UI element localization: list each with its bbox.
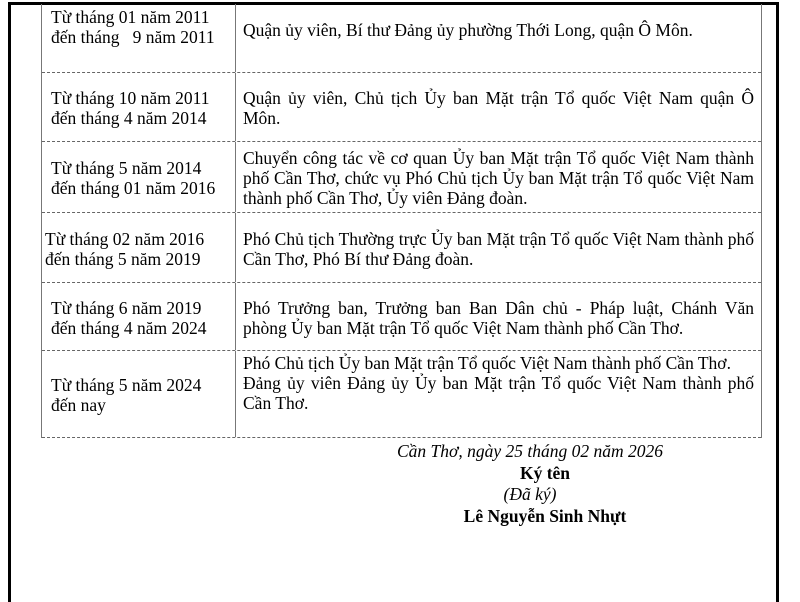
period-cell xyxy=(42,351,236,437)
period-text: Từ tháng 01 năm 2011 đến tháng 9 năm 2011 xyxy=(51,7,215,47)
work-history-table xyxy=(41,4,762,438)
period-text: Từ tháng 5 năm 2024 đến nay xyxy=(51,375,202,415)
period-text: Từ tháng 10 năm 2011 đến tháng 4 năm 2014 xyxy=(51,88,210,128)
position-cell xyxy=(236,283,761,350)
position-text: Phó Chủ tịch Ủy ban Mặt trận Tổ quốc Việt Nam thành phố Cần Thơ. xyxy=(243,353,731,373)
period-cell xyxy=(42,4,236,72)
position-cell xyxy=(236,4,761,72)
position-cell xyxy=(236,213,761,282)
signed-note: (Đã ký) xyxy=(503,484,557,504)
position-cell xyxy=(236,73,761,141)
period-text: Từ tháng 02 năm 2016 đến tháng 5 năm 2019 xyxy=(45,228,205,269)
period-text: Từ tháng 6 năm 2019 đến tháng 4 năm 2024 xyxy=(51,297,207,338)
signature-title: Ký tên xyxy=(519,463,571,483)
period-cell xyxy=(42,213,236,282)
table-row xyxy=(42,73,761,142)
position-text: Phó Trưởng ban, Trưởng ban Ban Dân chủ - Pháp luật, Chánh Văn phòng Ủy ban Mặt trận Tổ quốc Việt Nam thành phố Cần Thơ. xyxy=(243,297,754,338)
table-row xyxy=(42,213,761,283)
position-text: Quận ủy viên, Bí thư Đảng ủy phường Thới Long, quận Ô Môn. xyxy=(243,20,693,40)
signer-name: Lê Nguyễn Sinh Nhựt xyxy=(463,506,627,526)
table-row xyxy=(42,351,761,438)
position-text: Quận ủy viên, Chủ tịch Ủy ban Mặt trận Tổ quốc Việt Nam quận Ô Môn. xyxy=(243,88,754,128)
period-cell xyxy=(42,73,236,141)
position-cell xyxy=(236,351,761,437)
position-text: Đảng ủy viên Đảng ủy Ủy ban Mặt trận Tổ quốc Việt Nam thành phố Cần Thơ. xyxy=(243,373,754,413)
period-cell xyxy=(42,283,236,350)
position-cell xyxy=(236,142,761,212)
table-row xyxy=(42,4,761,73)
position-text: Phó Chủ tịch Thường trực Ủy ban Mặt trận Tổ quốc Việt Nam thành phố Cần Thơ, Phó Bí thư Đảng đoàn. xyxy=(243,228,754,269)
position-text: Chuyển công tác về cơ quan Ủy ban Mặt trận Tổ quốc Việt Nam thành phố Cần Thơ, chức vụ Phó Chủ tịch Ủy ban Mặt trận Tổ quốc Việt Nam thành phố Cần Thơ, Ủy viên Đảng đoàn. xyxy=(243,148,754,208)
period-text: Từ tháng 5 năm 2014 đến tháng 01 năm 2016 xyxy=(51,158,216,198)
table-row xyxy=(42,142,761,213)
period-cell xyxy=(42,142,236,212)
table-row xyxy=(42,283,761,351)
place-date: Cần Thơ, ngày 25 tháng 02 năm 2026 xyxy=(396,441,663,461)
